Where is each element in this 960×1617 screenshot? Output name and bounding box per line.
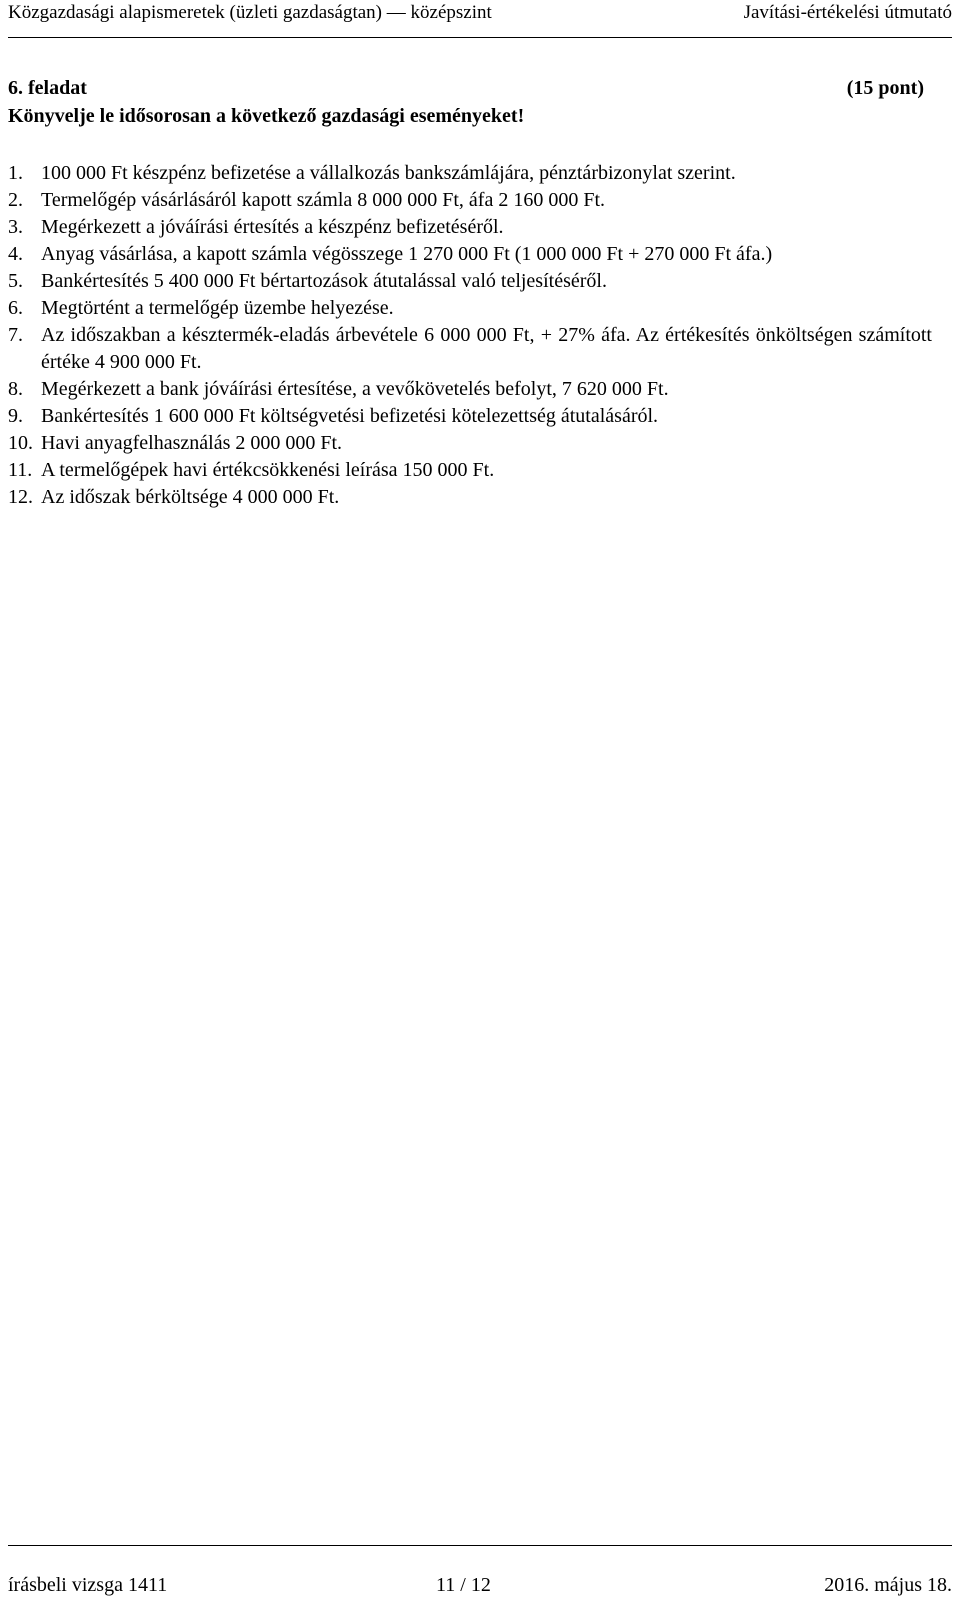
- footer-date: 2016. május 18.: [824, 1574, 952, 1596]
- item-number: 2.: [8, 189, 23, 211]
- item-number: 1.: [8, 162, 23, 184]
- task-title-row: [8, 74, 924, 102]
- task-number-title: 6. feladat: [8, 77, 87, 99]
- page-header: [8, 0, 952, 36]
- list-item: [8, 403, 932, 430]
- item-number: 10.: [8, 432, 33, 454]
- item-text: Anyag vásárlása, a kapott számla végösszege 1 270 000 Ft (1 000 000 Ft + 270 000 Ft áfa.): [41, 243, 773, 265]
- footer-exam-label: írásbeli vizsga 1411: [8, 1574, 168, 1596]
- header-divider: [8, 37, 952, 38]
- item-number: 11.: [8, 459, 33, 481]
- list-item: [8, 187, 932, 214]
- item-text: Havi anyagfelhasználás 2 000 000 Ft.: [41, 432, 343, 454]
- list-item: [8, 160, 932, 187]
- item-text: Bankértesítés 1 600 000 Ft költségvetési befizetési kötelezettség átutalásáról.: [41, 405, 659, 427]
- item-number: 7.: [8, 324, 23, 346]
- list-item: [8, 484, 932, 511]
- item-text: 100 000 Ft készpénz befizetése a vállalkozás bankszámlájára, pénztárbizonylat szerint.: [41, 162, 736, 184]
- item-text: Megtörtént a termelőgép üzembe helyezése.: [41, 297, 394, 319]
- header-title: Közgazdasági alapismeretek (üzleti gazdaságtan) — középszint: [8, 2, 492, 23]
- item-number: 12.: [8, 486, 33, 508]
- item-number: 9.: [8, 405, 23, 427]
- page-footer: [8, 1574, 952, 1604]
- item-text: A termelőgépek havi értékcsökkenési leírása 150 000 Ft.: [41, 459, 495, 481]
- task-heading: [8, 74, 924, 130]
- item-number: 3.: [8, 216, 23, 238]
- task-instruction: Könyvelje le idősorosan a következő gazdasági eseményeket!: [8, 105, 525, 127]
- header-doc-type: Javítási-értékelési útmutató: [743, 2, 952, 23]
- item-number: 4.: [8, 243, 23, 265]
- item-text: Megérkezett a jóváírási értesítés a készpénz befizetéséről.: [41, 216, 504, 238]
- task-points: (15 pont): [846, 77, 924, 99]
- item-text: Az időszakban a késztermék-eladás árbevétele 6 000 000 Ft, + 27% áfa. Az értékesítés önköltségen számított értéke 4 900 000 Ft.: [41, 324, 932, 373]
- item-number: 8.: [8, 378, 23, 400]
- list-item: [8, 214, 932, 241]
- list-item: [8, 457, 932, 484]
- list-item: [8, 241, 932, 268]
- list-item: [8, 295, 932, 322]
- item-text: Termelőgép vásárlásáról kapott számla 8 000 000 Ft, áfa 2 160 000 Ft.: [41, 189, 606, 211]
- item-number: 5.: [8, 270, 23, 292]
- list-item: [8, 322, 932, 376]
- footer-page-number: 11 / 12: [436, 1574, 491, 1596]
- item-text: Az időszak bérköltsége 4 000 000 Ft.: [41, 486, 340, 508]
- footer-divider: [8, 1545, 952, 1546]
- list-item: [8, 430, 932, 457]
- item-text: Bankértesítés 5 400 000 Ft bértartozások átutalással való teljesítéséről.: [41, 270, 607, 292]
- list-item: [8, 376, 932, 403]
- list-item: [8, 268, 932, 295]
- item-number: 6.: [8, 297, 23, 319]
- event-list: [8, 160, 932, 511]
- item-text: Megérkezett a bank jóváírási értesítése, a vevőkövetelés befolyt, 7 620 000 Ft.: [41, 378, 669, 400]
